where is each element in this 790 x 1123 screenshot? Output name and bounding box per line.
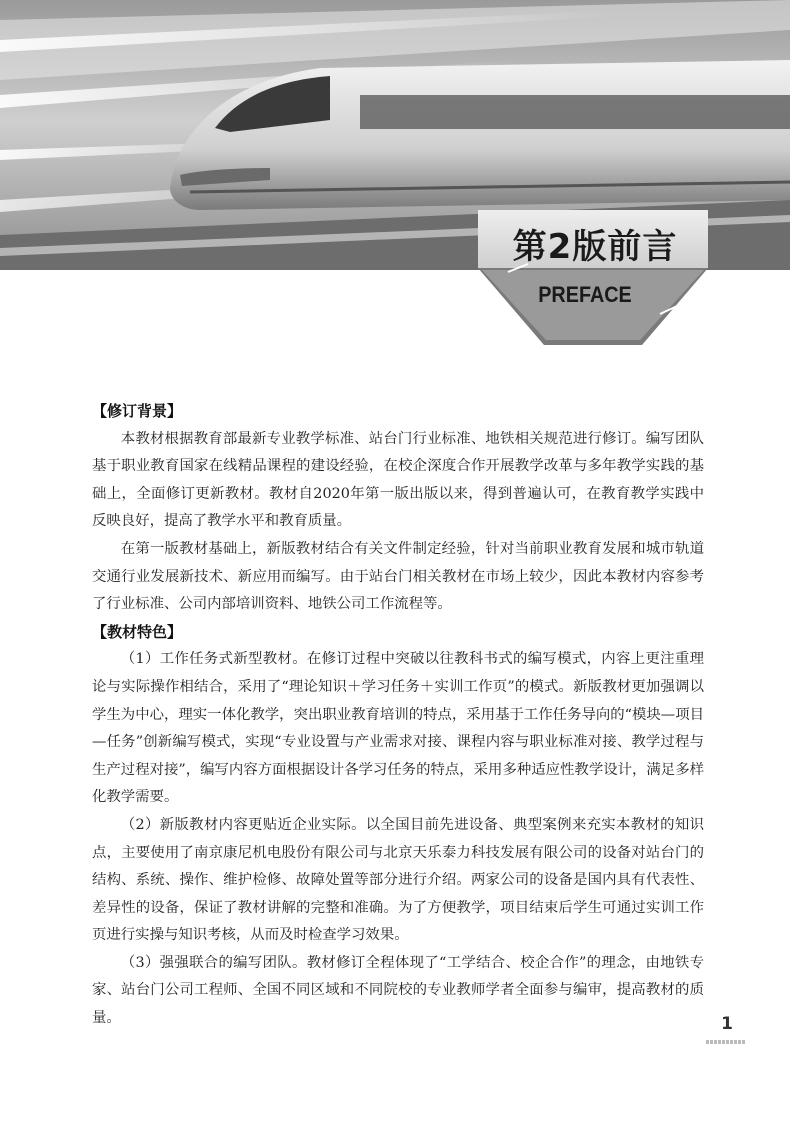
header-banner bbox=[0, 0, 790, 350]
paragraph: （1）工作任务式新型教材。在修订过程中突破以往教科书式的编写模式，内容上更注重理论与实际操作相结合，采用了“理论知识＋学习任务＋实训工作页”的模式。新版教材更加强调以学生为中心，理实一体化教学，突出职业教育培训的特点，采用基于工作任务导向的“模块—项目—任务”创新编写模式，实现“专业设置与产业需求对接、课程内容与职业标准对接、教学过程与生产过程对接”，编写内容方面根据设计各学习任务的特点，采用多种适应性教学设计，满足多样化教学需要。 bbox=[92, 651, 704, 806]
page-number-underline bbox=[706, 1040, 746, 1044]
page-number: 1 bbox=[721, 1014, 733, 1034]
train-banner-image bbox=[0, 0, 790, 350]
paragraph: 在第一版教材基础上，新版教材结合有关文件制定经验，针对当前职业教育发展和城市轨道交通行业发展新技术、新应用而编写。由于站台门相关教材在市场上较少，因此本教材内容参考了行业标准、公司内部培训资料、地铁公司工作流程等。 bbox=[92, 540, 704, 613]
preface-body bbox=[92, 398, 704, 1033]
page-title: 第2版前言 bbox=[512, 227, 678, 267]
paragraph: （3）强强联合的编写团队。教材修订全程体现了“工学结合、校企合作”的理念，由地铁专家、站台门公司工程师、全国不同区域和不同院校的专业教师学者全面参与编审，提高教材的质量。 bbox=[92, 954, 704, 1027]
paragraph: （2）新版教材内容更贴近企业实际。以全国目前先进设备、典型案例来充实本教材的知识点，主要使用了南京康尼机电股份有限公司与北京天乐泰力科技发展有限公司的设备对站台门的结构、系统、操作、维护检修、故障处置等部分进行介绍。两家公司的设备是国内具有代表性、差异性的设备，保证了教材讲解的完整和准确。为了方便教学，项目结束后学生可通过实训工作页进行实操与知识考核，从而及时检查学习效果。 bbox=[92, 816, 704, 944]
page-subtitle: PREFACE bbox=[538, 282, 632, 307]
section-heading-background: 【修订背景】 bbox=[92, 402, 183, 420]
section-heading-features: 【教材特色】 bbox=[92, 622, 183, 641]
paragraph: 本教材根据教育部最新专业教学标准、站台门行业标准、地铁相关规范进行修订。编写团队基于职业教育国家在线精品课程的建设经验，在校企深度合作开展教学改革与多年教学实践的基础上，全面修订更新教材。教材自2020年第一版出版以来，得到普遍认可，在教育教学实践中反映良好，提高了教学水平和教育质量。 bbox=[92, 430, 704, 530]
